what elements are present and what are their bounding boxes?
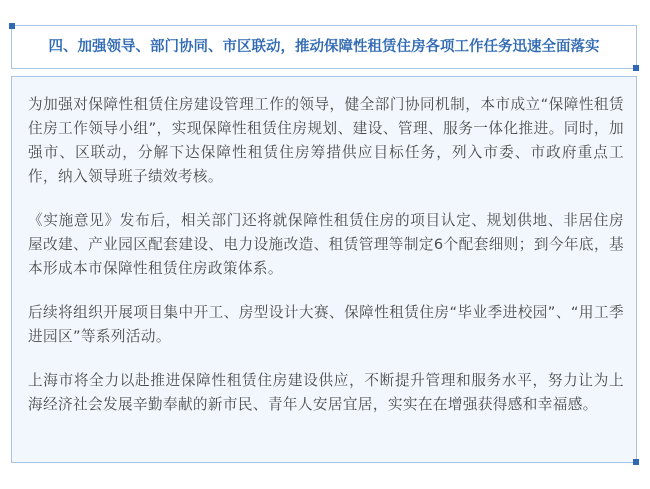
section-heading-box <box>11 25 637 69</box>
corner-marker-bottom-right <box>633 459 639 465</box>
paragraph-commitment: 上海市将全力以赴推进保障性租赁住房建设供应，不断提升管理和服务水平，努力让为上海经济社会发展辛勤奉献的新市民、青年人安居宜居，实实在在增强获得感和幸福感。 <box>28 372 624 413</box>
paragraph-leadership: 为加强对保障性租赁住房建设管理工作的领导，健全部门协同机制，本市成立“保障性租赁住房工作领导小组”，实现保障性租赁住房规划、建设、管理、服务一体化推进。同时，加强市、区联动，分解下达保障性租赁住房筹措供应目标任务，列入市委、市政府重点工作，纳入领导班子绩效考核。 <box>28 96 624 185</box>
corner-marker-top-left <box>9 23 15 29</box>
content-box <box>11 76 637 463</box>
paragraph-activities: 后续将组织开展项目集中开工、房型设计大赛、保障性租赁住房“毕业季进校园”、“用工季进园区”等系列活动。 <box>28 304 624 345</box>
section-heading: 四、加强领导、部门协同、市区联动，推动保障性租赁住房各项工作任务迅速全面落实 <box>48 39 600 55</box>
content-paragraphs <box>28 93 624 437</box>
paragraph-implementation: 《实施意见》发布后，相关部门还将就保障性租赁住房的项目认定、规划供地、非居住房屋改建、产业园区配套建设、电力设施改造、租赁管理等制定6个配套细则；到今年底，基本形成本市保障性租赁住房政策体系。 <box>28 212 624 277</box>
corner-marker-bottom-right <box>633 65 639 71</box>
